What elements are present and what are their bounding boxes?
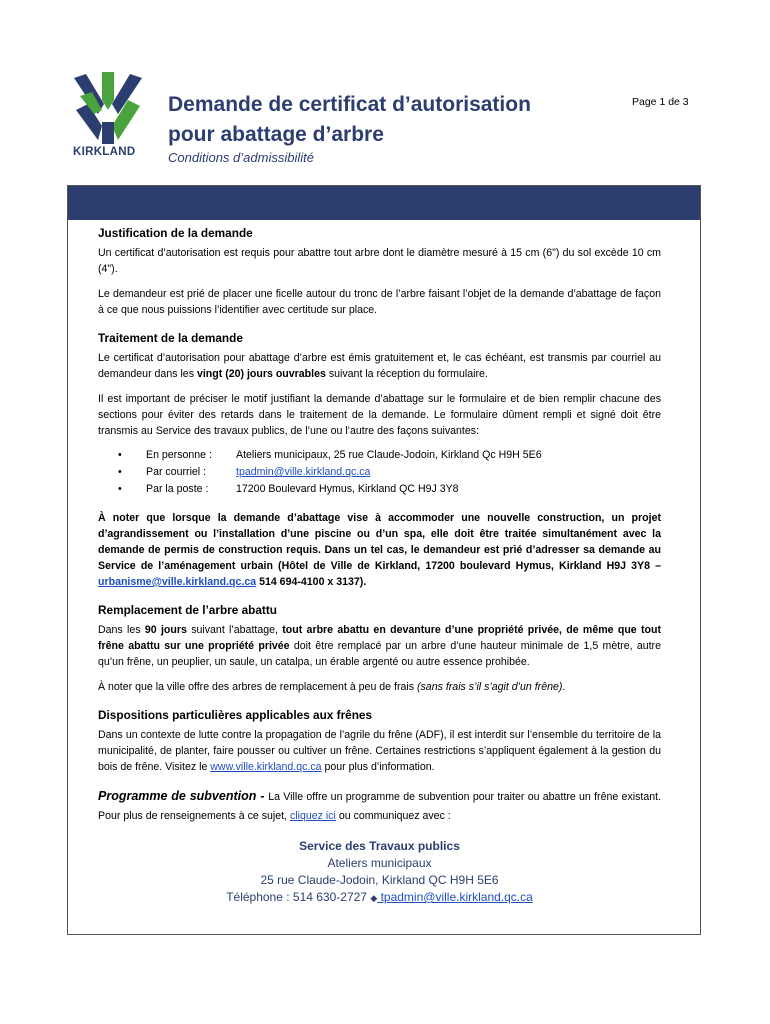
bullet-icon: • <box>118 449 122 461</box>
traitement-paragraph-1 <box>98 350 661 382</box>
page-subtitle: Conditions d’admissibilité <box>168 150 314 165</box>
delay-highlight: vingt (20) jours ouvrables <box>196 368 326 380</box>
text-span: La Ville offre un programme de subvention pour traiter ou abattre un frêne existant. Pour plus de renseignements à ce sujet, <box>98 791 662 822</box>
text-span: ou communiquez avec : <box>335 810 451 822</box>
document-body <box>98 225 661 907</box>
free-note: (sans frais s’il s’agit d’un frêne) <box>416 681 563 693</box>
heading-justification: Justification de la demande <box>98 226 253 240</box>
logo-wordmark: KIRKLAND <box>73 146 136 158</box>
service-line-2: 25 rue Claude-Jodoin, Kirkland QC H9H 5E6 <box>260 873 499 887</box>
diamond-icon: ◆ <box>370 893 378 903</box>
justification-paragraph-1: Un certificat d’autorisation est requis pour abattre tout arbre dont le diamètre mesuré à 15 cm (6") du sol excède 10 cm (4"). <box>98 247 661 275</box>
email-link-tpadmin[interactable]: tpadmin@ville.kirkland.qc.ca <box>236 466 371 478</box>
heading-remplacement: Remplacement de l’arbre abattu <box>98 603 277 617</box>
text-span: Le certificat d’autorisation pour abattage d’arbre est émis gratuitement et, le cas échéant, est transmis par courriel au demandeur dans les <box>98 352 661 380</box>
bullet-icon: • <box>118 483 122 495</box>
programme-title: Programme de subvention - <box>98 789 269 803</box>
service-name: Service des Travaux publics <box>299 839 460 853</box>
title-line-1: Demande de certificat d’autorisation <box>168 93 531 116</box>
service-line-1: Ateliers municipaux <box>327 856 432 870</box>
construction-note <box>98 510 661 590</box>
heading-frenes: Dispositions particulières applicables aux frênes <box>98 708 373 722</box>
bullet-icon: • <box>118 466 122 478</box>
service-contact-block <box>98 838 661 907</box>
page-indicator: Page 1 de 3 <box>632 96 689 108</box>
contact-label: Par courriel : <box>146 466 207 478</box>
title-line-2: pour abattage d’arbre <box>168 123 384 146</box>
service-email-link[interactable]: tpadmin@ville.kirkland.qc.ca <box>377 890 533 904</box>
note-phone: 514 694-4100 x 3137). <box>256 576 367 588</box>
contact-label: En personne : <box>146 449 212 461</box>
text-span: suivant la réception du formulaire. <box>325 368 488 380</box>
text-span: . <box>562 681 566 693</box>
contact-method-in-person <box>118 447 661 464</box>
programme-paragraph <box>98 787 661 826</box>
click-here-link[interactable]: cliquez ici <box>289 810 336 822</box>
text-span: doit être remplacé par un arbre d’une hauteur minimale de 1,5 mètre, autre qu’un frêne, un peuplier, un saule, un catalpa, un érable argenté ou autre essence prohibée. <box>98 640 661 668</box>
heading-traitement: Traitement de la demande <box>98 331 243 345</box>
text-span: suivant l’abattage, <box>186 624 283 636</box>
scope-highlight: tout arbre abattu en devanture d’une propriété privée, de même que tout frêne abattu sur une propriété privée <box>98 624 661 652</box>
text-span: À noter que la ville offre des arbres de remplacement à peu de frais <box>98 681 417 693</box>
contact-methods-list <box>118 447 661 498</box>
justification-paragraph-2: Le demandeur est prié de placer une ficelle autour du tronc de l’arbre faisant l’objet de la demande d’abattage de façon à ce que nous puissions l’identifier avec certitude sur place. <box>98 288 661 316</box>
contact-method-email <box>118 464 661 481</box>
content-frame <box>67 185 701 935</box>
text-span: Dans les <box>98 624 145 636</box>
traitement-paragraph-2: Il est important de préciser le motif justifiant la demande d’abattage sur le formulaire et de bien remplir chacune des sections pour éviter des retards dans le traitement de la demande. Le formulaire dûment rempli et signé doit être transmis au Service des travaux publics, de l’une ou l’autre des façons suivantes: <box>98 393 661 437</box>
email-link-urbanisme[interactable]: urbanisme@ville.kirkland.qc.ca <box>98 576 257 588</box>
service-phone-line <box>98 889 661 907</box>
frenes-paragraph-1 <box>98 727 661 775</box>
text-span: pour plus d’information. <box>321 761 435 773</box>
service-phone: Téléphone : 514 630-2727 <box>226 890 371 904</box>
remplacement-paragraph-2 <box>98 679 661 695</box>
contact-value: Ateliers municipaux, 25 rue Claude-Jodoin, Kirkland Qc H9H 5E6 <box>236 449 542 461</box>
contact-label: Par la poste : <box>146 483 209 495</box>
contact-method-mail <box>118 481 661 498</box>
days-highlight: 90 jours <box>144 624 187 636</box>
website-link[interactable]: www.ville.kirkland.qc.ca <box>210 761 322 773</box>
note-text: À noter que lorsque la demande d’abattage vise à accommoder une nouvelle construction, un projet d’agrandissement ou l’installation d’une piscine ou d’un spa, elle doit être traitée simultanément avec la demande de permis de construction requis. Dans un tel cas, le demandeur est prié d’adresser sa demande au Service de l’aménagement urbain (Hôtel de Ville de Kirkland, 17200 boulevard Hymus, Kirkland H9J 3Y8 – <box>98 512 661 572</box>
header-band <box>68 186 700 220</box>
remplacement-paragraph-1 <box>98 622 661 670</box>
contact-value: 17200 Boulevard Hymus, Kirkland QC H9J 3Y8 <box>236 483 459 495</box>
text-span: Dans un contexte de lutte contre la propagation de l’agrile du frêne (ADF), il est interdit sur l’ensemble du territoire de la municipalité, de planter, faire pousser ou cultiver un frêne. Certaines restrictions s’appliquent également à la gestion du bois de frêne. Visitez le <box>98 729 661 773</box>
page-title <box>168 90 588 150</box>
